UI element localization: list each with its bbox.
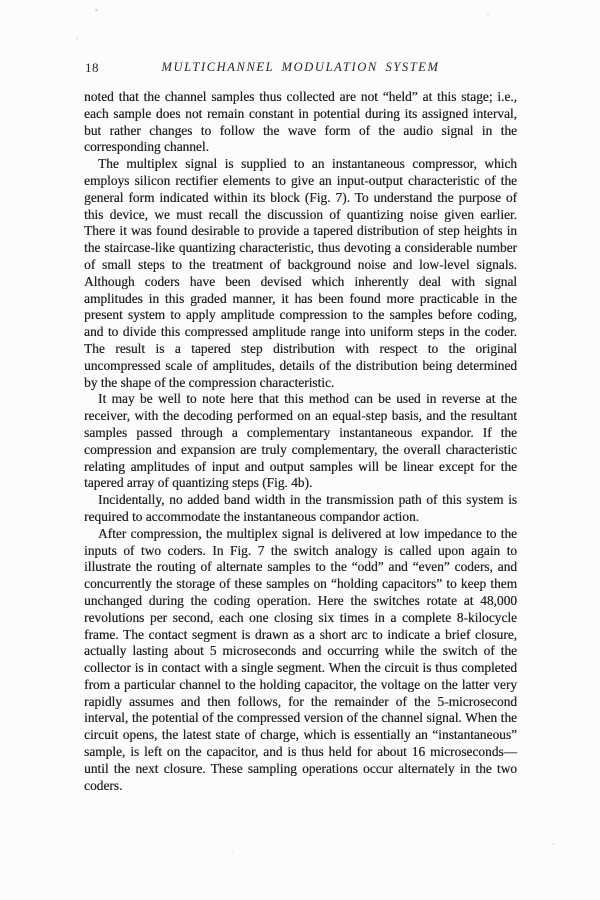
paragraph-bandwidth-note: Incidentally, no added band width in the transmission path of this system is required to accommodate the instantaneous compandor action. <box>84 492 517 524</box>
running-title: MULTICHANNEL MODULATION SYSTEM <box>161 60 440 74</box>
scan-speck <box>95 9 98 11</box>
page-body <box>84 89 517 794</box>
paragraph-continuation: noted that the channel samples thus collected are not “held” at this stage; i.e., each sample does not remain constant in potential during its assigned interval, but rather changes to follow the wave form of the audio signal in the corresponding channel. <box>84 89 517 155</box>
page-number: 18 <box>85 60 99 75</box>
scan-speck <box>552 843 555 845</box>
paragraph-compressor: The multiplex signal is supplied to an instantaneous compressor, which employs silicon rectifier elements to give an input-output characteristic of the general form indicated within its block (Fig. 7). To understand the purpose of this device, we must recall the discussion of quantizing noise given earlier. There it was found desirable to provide a tapered distribution of step heights in the staircase-like quantizing characteristic, thus devoting a considerable number of small steps to the treatment of background noise and low-level signals. Although coders have been devised which inherently deal with signal amplitudes in this graded manner, it has been found more practicable in the present system to apply amplitude compression to the samples before coding, and to divide this compressed amplitude range into uniform steps in the coder. The result is a tapered step distribution with respect to the original uncompressed scale of amplitudes, details of the distribution being determined by the shape of the compression characteristic. <box>84 156 517 390</box>
scan-speck <box>76 37 78 40</box>
page-header <box>84 60 517 76</box>
paragraph-after-compression: After compression, the multiplex signal is delivered at low impedance to the inputs of two coders. In Fig. 7 the switch analogy is called upon again to illustrate the routing of alternate samples to the “odd” and “even” coders, and concurrently the storage of these samples on “holding capacitors” to keep them unchanged during the coding operation. Here the switches rotate at 48,000 revolutions per second, each one closing six times in a complete 8-kilocycle frame. The contact segment is drawn as a short arc to indicate a brief closure, actually lasting about 5 microseconds and occurring while the switch of the collector is in contact with a single segment. When the circuit is thus completed from a particular channel to the holding capacitor, the voltage on the latter very rapidly assumes and then follows, for the remainder of the 5-microsecond interval, the potential of the compressed version of the channel signal. When the circuit opens, the latest state of charge, which is essentially an “instantaneous” sample, is left on the capacitor, and is thus held for about 16 microseconds—until the next closure. These sampling operations occur alternately in the two coders. <box>84 525 517 793</box>
paragraph-reverse-at-receiver: It may be well to note here that this method can be used in reverse at the receiver, with the decoding performed on an equal-step basis, and the resultant samples passed through a complementary instantaneous expandor. If the compression and expansion are truly complementary, the overall characteristic relating amplitudes of input and output samples will be linear except for the tapered array of quantizing steps (Fig. 4b). <box>84 391 517 491</box>
scan-speck <box>232 852 234 854</box>
scan-speck <box>487 13 489 15</box>
scan-speck <box>143 15 145 17</box>
